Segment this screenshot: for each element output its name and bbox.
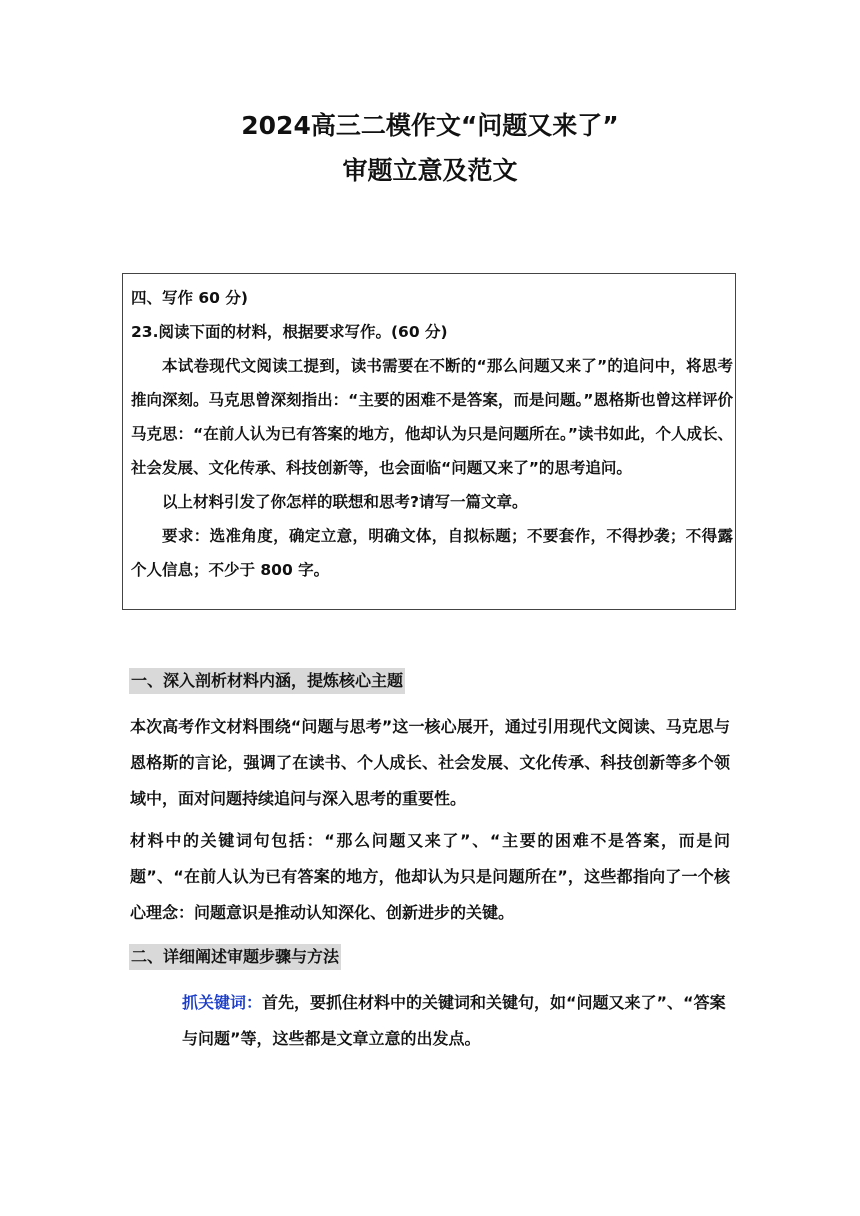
document-subtitle: 审题立意及范文 — [342, 156, 518, 185]
step-keywords-label: 抓关键词： — [182, 993, 263, 1012]
section-heading-steps: 二、详细阐述审题步骤与方法 — [129, 944, 341, 970]
step-keywords-text: 首先，要抓住材料中的关键词和关键句，如“问题又来了”、“答案与问题”等，这些都是文章立意的出发点。 — [182, 993, 726, 1048]
document-title: 2024高三二模作文“问题又来了” — [241, 111, 619, 140]
analysis-paragraph-1: 本次高考作文材料围绕“问题与思考”这一核心展开，通过引用现代文阅读、马克思与恩格斯的言论，强调了在读书、个人成长、社会发展、文化传承、科技创新等多个领域中，面对问题持续追问与深入思考的重要性。 — [130, 717, 730, 808]
prompt-question: 23.阅读下面的材料，根据要求写作。(60 分) — [131, 323, 448, 341]
prompt-section-label: 四、写作 60 分) — [131, 289, 248, 307]
prompt-requirements: 要求：选准角度，确定立意，明确文体，自拟标题；不要套作，不得抄袭；不得露个人信息；不少于 800 字。 — [131, 527, 733, 579]
prompt-material: 本试卷现代文阅读工提到，读书需要在不断的“那么问题又来了”的追问中，将思考推向深刻。马克思曾深刻指出：“主要的困难不是答案，而是问题。”恩格斯也曾这样评价马克思：“在前人认为已有答案的地方，他却认为只是问题所在。”读书如此，个人成长、社会发展、文化传承、科技创新等，也会面临“问题又来了”的思考追问。 — [131, 357, 733, 477]
step-keywords — [182, 985, 738, 1057]
analysis-paragraph-2: 材料中的关键词句包括：“那么问题又来了”、“主要的困难不是答案，而是问题”、“在前人认为已有答案的地方，他却认为只是问题所在”，这些都指向了一个核心理念：问题意识是推动认知深化、创新进步的关键。 — [130, 831, 730, 922]
prompt-task: 以上材料引发了你怎样的联想和思考?请写一篇文章。 — [162, 493, 528, 511]
writing-prompt-box — [122, 273, 736, 610]
section-heading-analysis: 一、深入剖析材料内涵，提炼核心主题 — [129, 668, 405, 694]
